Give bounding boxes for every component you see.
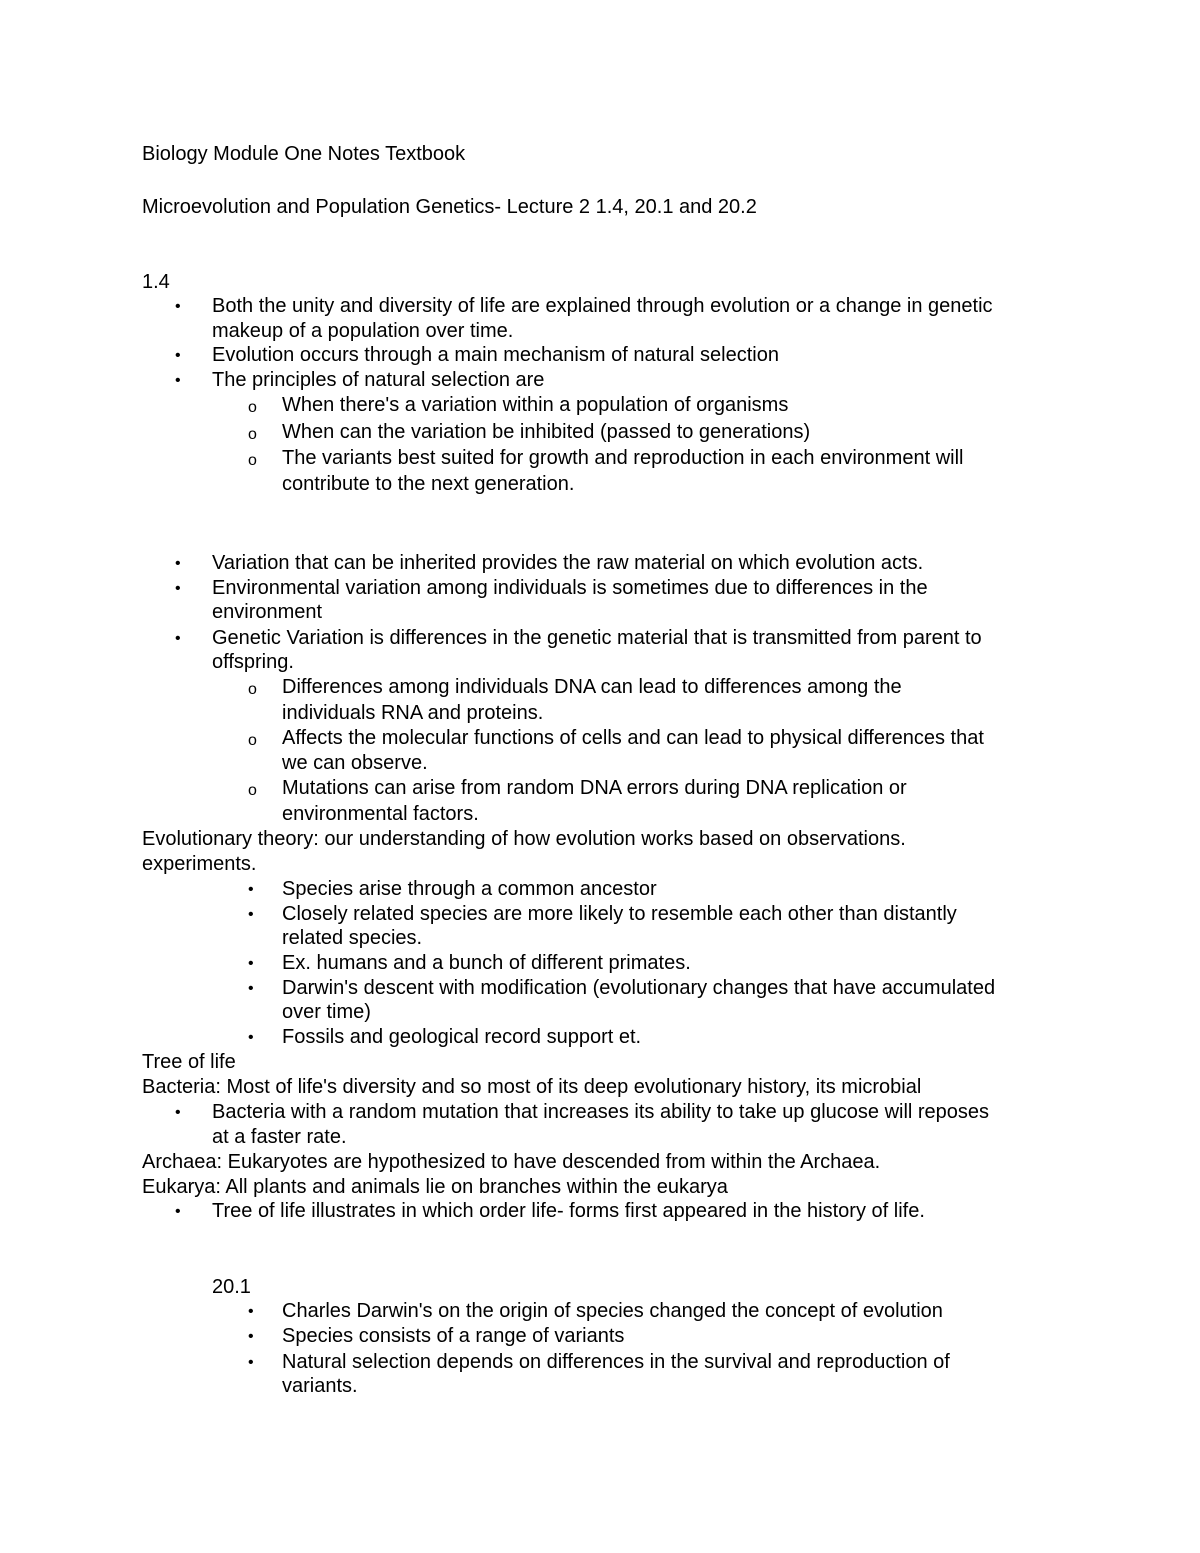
bullet-icon: • (175, 1203, 181, 1220)
bullet-icon: • (248, 1029, 254, 1046)
sub-list-item: Mutations can arise from random DNA errors during DNA replication or (282, 777, 907, 799)
evolutionary-theory-paragraph-continuation: experiments. (142, 853, 257, 875)
bullet-icon: • (175, 555, 181, 572)
bullet-icon: • (175, 1104, 181, 1121)
bullet-icon: • (175, 580, 181, 597)
tree-of-life-heading: Tree of life (142, 1051, 236, 1073)
list-item: Charles Darwin's on the origin of species changed the concept of evolution (282, 1300, 943, 1322)
list-item-continuation: environment (212, 601, 323, 623)
archaea-paragraph: Archaea: Eukaryotes are hypothesized to have descended from within the Archaea. (142, 1151, 881, 1173)
bullet-icon: • (175, 298, 181, 315)
sub-list-item: When there's a variation within a population of organisms (282, 394, 789, 416)
sub-list-item: Differences among individuals DNA can lead to differences among the (282, 676, 902, 698)
list-item: Ex. humans and a bunch of different primates. (282, 952, 691, 974)
bullet-icon: • (248, 881, 254, 898)
sub-bullet-icon: o (248, 399, 257, 416)
bullet-icon: • (175, 347, 181, 364)
list-item-continuation: offspring. (212, 651, 294, 673)
sub-list-item: Affects the molecular functions of cells and can lead to physical differences that (282, 727, 984, 749)
bullet-icon: • (248, 1303, 254, 1320)
list-item: The principles of natural selection are (212, 369, 545, 391)
sub-bullet-icon: o (248, 681, 257, 698)
list-item: Fossils and geological record support et. (282, 1026, 642, 1048)
list-item: Environmental variation among individuals is sometimes due to differences in the (212, 577, 928, 599)
list-item-continuation: variants. (282, 1375, 358, 1397)
sub-bullet-icon: o (248, 426, 257, 443)
sub-list-item: The variants best suited for growth and reproduction in each environment will (282, 447, 964, 469)
sub-bullet-icon: o (248, 732, 257, 749)
bullet-icon: • (248, 906, 254, 923)
sub-list-item-continuation: contribute to the next generation. (282, 473, 575, 495)
document-title: Biology Module One Notes Textbook (142, 143, 466, 165)
sub-list-item: When can the variation be inhibited (passed to generations) (282, 421, 811, 443)
list-item: Species consists of a range of variants (282, 1325, 625, 1347)
sub-list-item-continuation: we can observe. (282, 752, 428, 774)
list-item: Bacteria with a random mutation that increases its ability to take up glucose will reposes (212, 1101, 990, 1123)
list-item-continuation: at a faster rate. (212, 1126, 347, 1148)
evolutionary-theory-paragraph: Evolutionary theory: our understanding of how evolution works based on observations. (142, 828, 906, 850)
list-item: Closely related species are more likely to resemble each other than distantly (282, 903, 957, 925)
list-item-continuation: makeup of a population over time. (212, 320, 514, 342)
list-item: Tree of life illustrates in which order life- forms first appeared in the history of life. (212, 1200, 925, 1222)
list-item: Both the unity and diversity of life are explained through evolution or a change in genetic (212, 295, 993, 317)
bullet-icon: • (248, 1328, 254, 1345)
sub-bullet-icon: o (248, 452, 257, 469)
list-item: Natural selection depends on differences in the survival and reproduction of (282, 1351, 950, 1373)
list-item-continuation: over time) (282, 1001, 371, 1023)
document-subtitle: Microevolution and Population Genetics- Lecture 2 1.4, 20.1 and 20.2 (142, 196, 757, 218)
bullet-icon: • (175, 630, 181, 647)
section-heading-1-4: 1.4 (142, 271, 170, 293)
bacteria-paragraph: Bacteria: Most of life's diversity and so most of its deep evolutionary history, its microbial (142, 1076, 922, 1098)
list-item: Darwin's descent with modification (evolutionary changes that have accumulated (282, 977, 996, 999)
section-heading-20-1: 20.1 (212, 1276, 251, 1298)
bullet-icon: • (175, 372, 181, 389)
sub-list-item-continuation: environmental factors. (282, 803, 479, 825)
list-item: Variation that can be inherited provides the raw material on which evolution acts. (212, 552, 924, 574)
bullet-icon: • (248, 955, 254, 972)
list-item: Species arise through a common ancestor (282, 878, 657, 900)
list-item-continuation: related species. (282, 927, 423, 949)
eukarya-paragraph: Eukarya: All plants and animals lie on branches within the eukarya (142, 1176, 728, 1198)
list-item: Evolution occurs through a main mechanism of natural selection (212, 344, 779, 366)
sub-bullet-icon: o (248, 782, 257, 799)
bullet-icon: • (248, 1354, 254, 1371)
list-item: Genetic Variation is differences in the genetic material that is transmitted from parent to (212, 627, 982, 649)
sub-list-item-continuation: individuals RNA and proteins. (282, 702, 544, 724)
bullet-icon: • (248, 980, 254, 997)
